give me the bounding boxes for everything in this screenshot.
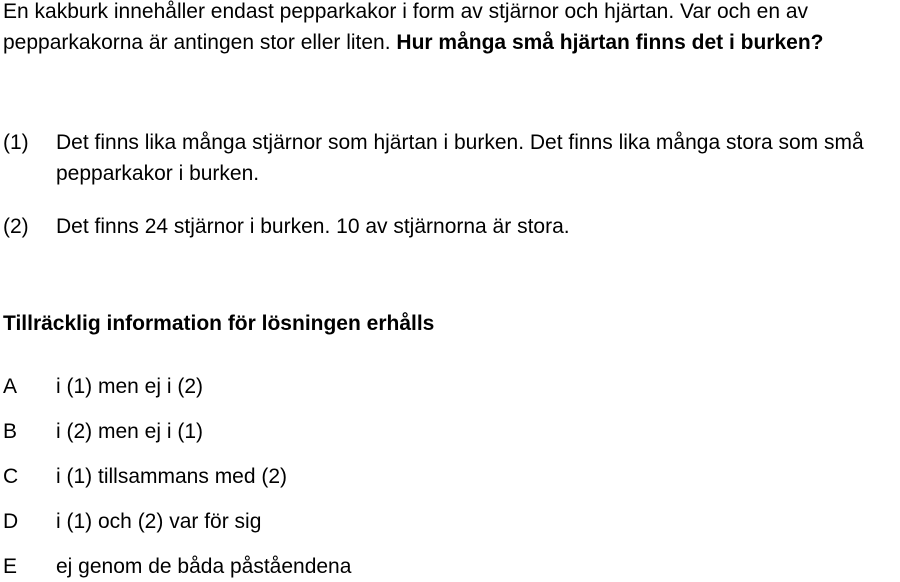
option-text: i (1) tillsammans med (2): [56, 465, 288, 488]
option-c[interactable]: [0, 461, 900, 492]
statement-text: Det finns lika många stjärnor som hjärtan i burken. Det finns lika många stora som små pepparkakor i burken.: [56, 131, 864, 185]
option-text: i (1) men ej i (2): [56, 375, 204, 398]
option-text: ej genom de båda påståendena: [56, 555, 352, 578]
option-d[interactable]: [0, 506, 900, 537]
option-letter: D: [3, 510, 19, 533]
answer-heading: Tillräcklig information för lösningen erhålls: [3, 312, 435, 335]
statement-number: (2): [3, 215, 29, 238]
statement-number: (1): [3, 131, 29, 154]
option-text: i (2) men ej i (1): [56, 420, 204, 443]
option-letter: C: [3, 465, 19, 488]
option-b[interactable]: [0, 416, 900, 447]
question-intro: En kakburk innehåller endast pepparkakor i form av stjärnor och hjärtan. Var och en av pepparkakorna är antingen stor eller liten.: [3, 0, 809, 54]
option-text: i (1) och (2) var för sig: [56, 510, 262, 533]
statement-text: Det finns 24 stjärnor i burken. 10 av stjärnorna är stora.: [56, 215, 570, 238]
option-letter: B: [3, 420, 18, 443]
question-text: [3, 0, 899, 58]
option-e[interactable]: [0, 551, 900, 582]
option-letter: E: [3, 555, 18, 578]
option-letter: A: [3, 375, 18, 398]
question-ask: Hur många små hjärtan finns det i burken?: [396, 31, 824, 54]
option-a[interactable]: [0, 371, 900, 402]
